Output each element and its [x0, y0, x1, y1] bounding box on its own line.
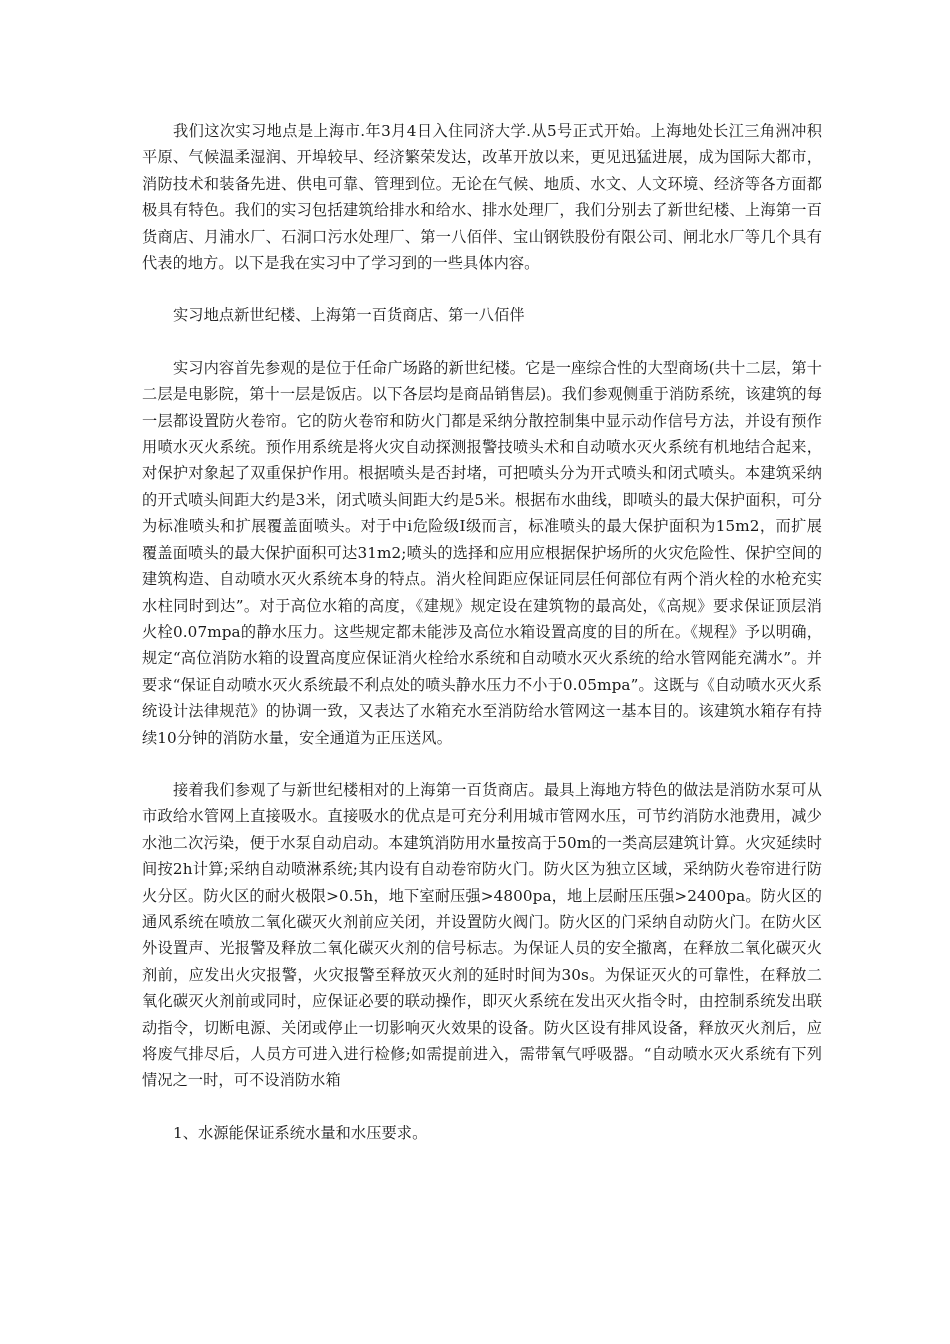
list-item-1: 1、水源能保证系统水量和水压要求。: [173, 1123, 428, 1142]
section-heading: 实习地点新世纪楼、上海第一百货商店、第一八佰伴: [173, 306, 525, 325]
new-century-building-paragraph: 实习内容首先参观的是位于任命广场路的新世纪楼。它是一座综合性的大型商场(共十二层，第十二层是电影院，第十一层是饭店。以下各层均是商品销售层)。我们参观侧重于消防系统，该建筑的每一层都设置防火卷帘。它的防火卷帘和防火门都是采纳分散控制集中显示动作信号方法，并设有预作用喷水灭火系统。预作用系统是将火灾自动探测报警技喷头术和自动喷水灭火系统有机地结合起来，对保护对象起了双重保护作用。根据喷头是否封堵，可把喷头分为开式喷头和闭式喷头。本建筑采纳的开式喷头间距大约是3米，闭式喷头间距大约是5米。根据布水曲线，即喷头的最大保护面积，可分为标准喷头和扩展覆盖面喷头。对于中ⅰ危险级Ⅰ级而言，标准喷头的最大保护面积为15m2，而扩展覆盖面喷头的最大保护面积可达31m2;喷头的选择和应用应根据保护场所的火灾危险性、保护空间的建筑构造、自动喷水灭火系统本身的特点。消火栓间距应保证同层任何部位有两个消火栓的水枪充实水柱同时到达”。对于高位水箱的高度，《建规》规定设在建筑物的最高处，《高规》要求保证顶层消火栓0.07mpa的静水压力。这些规定都未能涉及高位水箱设置高度的目的所在。《规程》予以明确，规定“高位消防水箱的设置高度应保证消火栓给水系统和自动喷水灭火系统的给水管网能充满水”。并要求“保证自动喷水灭火系统最不利点处的喷头静水压力不小于0.05mpa”。这既与《自动喷水灭火系统设计法律规范》的协调一致，又表达了水箱充水至消防给水管网这一基本目的。该建筑水箱存有持续10分钟的消防水量，安全通道为正压送风。: [142, 358, 822, 747]
document-body: [142, 118, 822, 1172]
first-department-store-paragraph: 接着我们参观了与新世纪楼相对的上海第一百货商店。最具上海地方特色的做法是消防水泵可从市政给水管网上直接吸水。直接吸水的优点是可充分利用城市管网水压，可节约消防水池费用，减少水池二次污染，便于水泵自动启动。本建筑消防用水量按高于50m的一类高层建筑计算。火灾延续时间按2h计算;采纳自动喷淋系统;其内设有自动卷帘防火门。防火区为独立区域，采纳防火卷帘进行防火分区。防火区的耐火极限>0.5h，地下室耐压强>4800pa，地上层耐压压强>2400pa。防火区的通风系统在喷放二氧化碳灭火剂前应关闭，并设置防火阀门。防火区的门采纳自动防火门。在防火区外设置声、光报警及释放二氧化碳灭火剂的信号标志。为保证人员的安全撤离，在释放二氧化碳灭火剂前，应发出火灾报警，火灾报警至释放灭火剂的延时时间为30s。为保证灭火的可靠性，在释放二氧化碳灭火剂前或同时，应保证必要的联动操作，即灭火系统在发出灭火指令时，由控制系统发出联动指令，切断电源、关闭或停止一切影响灭火效果的设备。防火区设有排风设备，释放灭火剂后，应将废气排尽后，人员方可进入进行检修;如需提前进入，需带氧气呼吸器。“自动喷水灭火系统有下列情况之一时，可不设消防水箱: [142, 780, 822, 1090]
intro-paragraph: 我们这次实习地点是上海市.年3月4日入住同济大学.从5号正式开始。上海地处长江三角洲冲积平原、气候温柔湿润、开埠较早、经济繁荣发达，改革开放以来，更见迅猛进展，成为国际大都市，消防技术和装备先进、供电可靠、管理到位。无论在气候、地质、水文、人文环境、经济等各方面都极具有特色。我们的实习包括建筑给排水和给水、排水处理厂，我们分别去了新世纪楼、上海第一百货商店、月浦水厂、石洞口污水处理厂、第一八佰伴、宝山钢铁股份有限公司、闸北水厂等几个具有代表的地方。以下是我在实习中了学习到的一些具体内容。: [142, 122, 822, 273]
